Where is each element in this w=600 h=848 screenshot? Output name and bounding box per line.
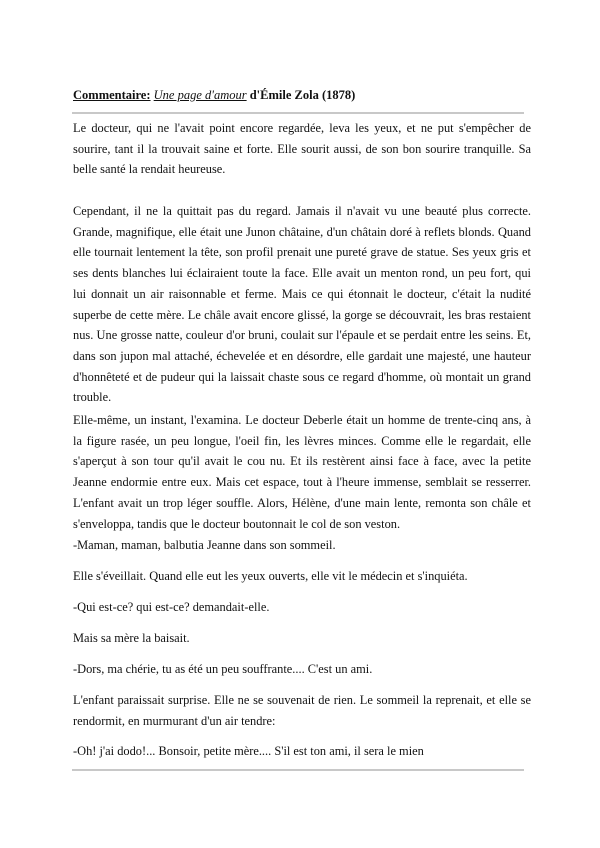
paragraph-1: Le docteur, qui ne l'avait point encore regardée, leva les yeux, et ne put s'empêcher de sourire, tant il la trouvait saine et forte. Elle sourit aussi, de son bon sourire tranquille. Sa belle santé la rendait heureuse.: [73, 121, 531, 177]
title-work: Une page d'amour: [153, 88, 247, 102]
title-label: Commentaire:: [73, 88, 151, 102]
page-title: [73, 87, 355, 103]
paragraph-7: Mais sa mère la baisait.: [73, 631, 190, 645]
paragraph-6: -Qui est-ce? qui est-ce? demandait-elle.: [73, 600, 270, 614]
paragraph-3: Elle-même, un instant, l'examina. Le docteur Deberle était un homme de trente-cinq ans, à la figure rasée, un peu longue, l'oeil fin, les lèvres minces. Comme elle le regardait, elle s'aperçut à son tour qu'il avait le cou nu. Et ils restèrent ainsi face à face, avec la petite Jeanne endormie entre eux. Mais cet espace, tout à l'heure immense, semblait se resserrer. L'enfant avait un trop léger souffle. Alors, Hélène, d'une main lente, remonta son châle et s'enveloppa, tandis que le docteur boutonnait le col de son veston.: [73, 413, 531, 531]
paragraph-5: Elle s'éveillait. Quand elle eut les yeux ouverts, elle vit le médecin et s'inquiéta.: [73, 569, 468, 583]
bottom-divider: [72, 769, 524, 771]
top-divider: [72, 112, 524, 114]
paragraph-8: -Dors, ma chérie, tu as été un peu souffrante.... C'est un ami.: [73, 662, 373, 676]
title-author: d'Émile Zola (1878): [249, 88, 356, 102]
paragraph-9: L'enfant paraissait surprise. Elle ne se souvenait de rien. Le sommeil la reprenait, et elle se rendormit, en murmurant d'un air tendre:: [73, 693, 531, 728]
paragraph-2: Cependant, il ne la quittait pas du regard. Jamais il n'avait vu une beauté plus correcte. Grande, magnifique, elle était une Junon châtaine, d'un châtain doré à reflets blonds. Quand elle tournait lentement la tête, son profil prenait une pureté grave de statue. Ses yeux gris et ses dents blanches lui éclairaient toute la face. Elle avait un menton rond, un peu fort, qui lui donnait un air raisonnable et ferme. Mais ce qui étonnait le docteur, c'était la nudité superbe de cette mère. Le châle avait encore glissé, la gorge se découvrait, les bras restaient nus. Une grosse natte, couleur d'or bruni, coulait sur l'épaule et se perdait entre les seins. Et, dans son jupon mal attaché, échevelée et en désordre, elle gardait une majesté, une hauteur d'honnêteté et de pudeur qui la laissait chaste sous ce regard d'homme, où montait un grand trouble.: [73, 204, 531, 405]
paragraph-10: -Oh! j'ai dodo!... Bonsoir, petite mère.... S'il est ton ami, il sera le mien: [73, 744, 424, 758]
paragraph-4: -Maman, maman, balbutia Jeanne dans son sommeil.: [73, 538, 336, 552]
